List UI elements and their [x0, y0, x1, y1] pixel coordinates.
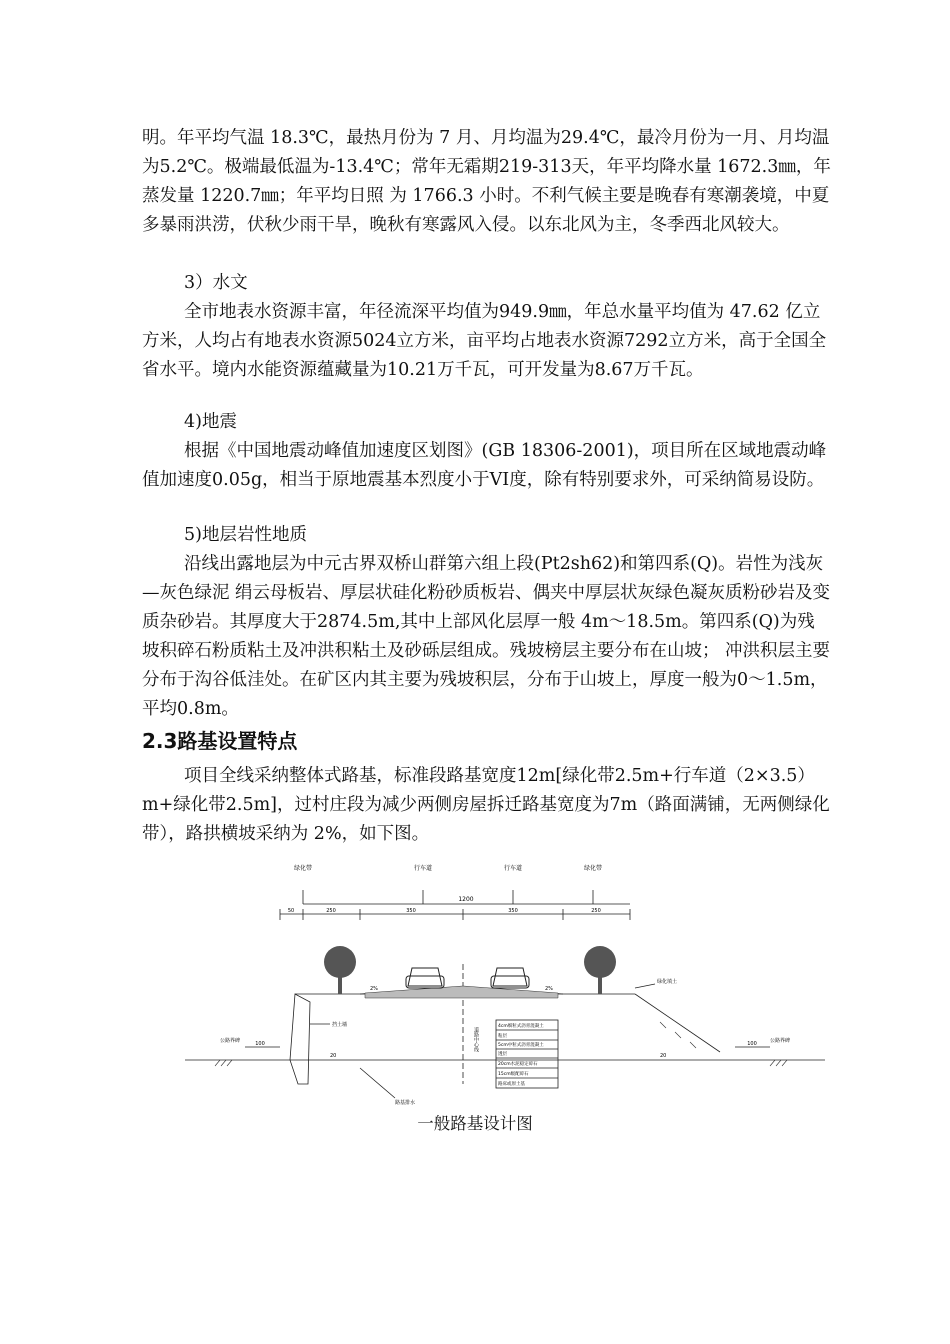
- label-seg-1: 250: [326, 908, 336, 914]
- label-seg-4: 250: [591, 908, 601, 914]
- geology-heading: 5)地层岩性地质: [184, 525, 307, 545]
- layer-2: 5cm中粒式沥青混凝土: [498, 1043, 544, 1048]
- label-offset-right: 100: [747, 1041, 757, 1047]
- label-depth-left: 20: [330, 1053, 337, 1059]
- earthquake-heading: 4)地震: [184, 412, 237, 432]
- label-seg-0: 50: [287, 908, 295, 914]
- label-slope-right: 2%: [545, 986, 553, 992]
- label-depth-right: 20: [660, 1053, 667, 1059]
- section-title: 2.3路基设置特点: [142, 729, 298, 753]
- roadbed-paragraph: 项目全线采纳整体式路基，标准段路基宽度12m[绿化带2.5m+行车道（2×3.5）m+绿化带2.5m]，过村庄段为减少两侧房屋拆迁路基宽度为7m（路面满铺，无两侧绿化带），路拱横坡采纳为 2%，如下图。: [142, 766, 830, 844]
- figure-caption: 一般路基设计图: [417, 1114, 533, 1133]
- label-seg-2: 350: [406, 908, 416, 914]
- earthquake-paragraph: 根据《中国地震动峰值加速度区划图》(GB 18306-2001)，项目所在区域地震动峰值加速度0.05g，相当于原地震基本烈度小于VI度，除有特别要求外，可采纳简易设防。: [142, 441, 827, 490]
- geology-paragraph: 沿线出露地层为中元古界双桥山群第六组上段(Pt2sh62)和第四系(Q)。岩性为浅灰—灰色绿泥 绢云母板岩、厚层状硅化粉砂质板岩、偶夹中厚层状灰绿色凝灰质粉砂岩及变质杂砂岩。其厚度大于2874.5m,其中上部风化层厚一般 4m～18.5m。第四系(Q)为残坡积碎石粉质粘土及冲洪积粘土及砂砾层组成。残坡榜层主要分布在山坡； 冲洪积层主要分布于沟谷低洼处。在矿区内其主要为残坡积层，分布于山坡上，厚度一般为0～1.5m，平均0.8m。: [142, 554, 831, 719]
- label-ditch: 路基排水: [395, 1100, 416, 1106]
- label-centerline: 道路中心线: [473, 1027, 479, 1052]
- label-land-right: 公路界碑: [770, 1038, 791, 1044]
- label-offset-left: 100: [255, 1041, 265, 1047]
- label-total-width: 1200: [458, 896, 474, 903]
- layer-0: 4cm细粒式沥青混凝土: [498, 1024, 544, 1029]
- label-greenbelt-left: 绿化带: [293, 865, 313, 872]
- layer-6: 路床或原土基: [498, 1082, 525, 1087]
- climate-paragraph: 明。年平均气温 18.3℃，最热月份为 7 月、月均温为29.4℃，最冷月份为一月、月均温为5.2℃。极端最低温为-13.4℃；常年无霜期219-313天，年平均降水量 1672.3㎜，年蒸发量 1220.7㎜；年平均日照 为 1766.3 小时。不利气候主要是晚春有寒潮袭境，中夏多暴雨洪涝，伏秋少雨干旱，晚秋有寒露风入侵。以东北风为主，冬季西北风较大。: [142, 128, 831, 235]
- label-seg-3: 350: [508, 908, 518, 914]
- label-slope-left: 2%: [370, 986, 378, 992]
- hydrology-heading: 3）水文: [184, 273, 248, 293]
- label-lane-left: 行车道: [413, 865, 433, 872]
- label-wall: 挡土墙: [332, 1022, 348, 1028]
- label-lane-right: 行车道: [503, 865, 523, 872]
- label-land-left: 公路界碑: [220, 1038, 241, 1044]
- hydrology-paragraph: 全市地表水资源丰富，年径流深平均值为949.9㎜，年总水量平均值为 47.62 亿立方米，人均占有地表水资源5024立方米，亩平均占地表水资源7292立方米，高于全国全省水平。境内水能资源蕴藏量为10.21万千瓦，可开发量为8.67万千瓦。: [142, 302, 827, 380]
- layer-3: 透层: [498, 1052, 507, 1057]
- layer-1: 粘层: [498, 1034, 507, 1039]
- label-greenbelt-right: 绿化带: [583, 865, 603, 872]
- label-greening: 绿化填土: [657, 979, 678, 985]
- roadbed-cross-section-figure: [180, 852, 830, 1117]
- layer-4: 20cm水泥稳定碎石: [498, 1062, 538, 1067]
- layer-5: 15cm级配碎石: [498, 1072, 529, 1077]
